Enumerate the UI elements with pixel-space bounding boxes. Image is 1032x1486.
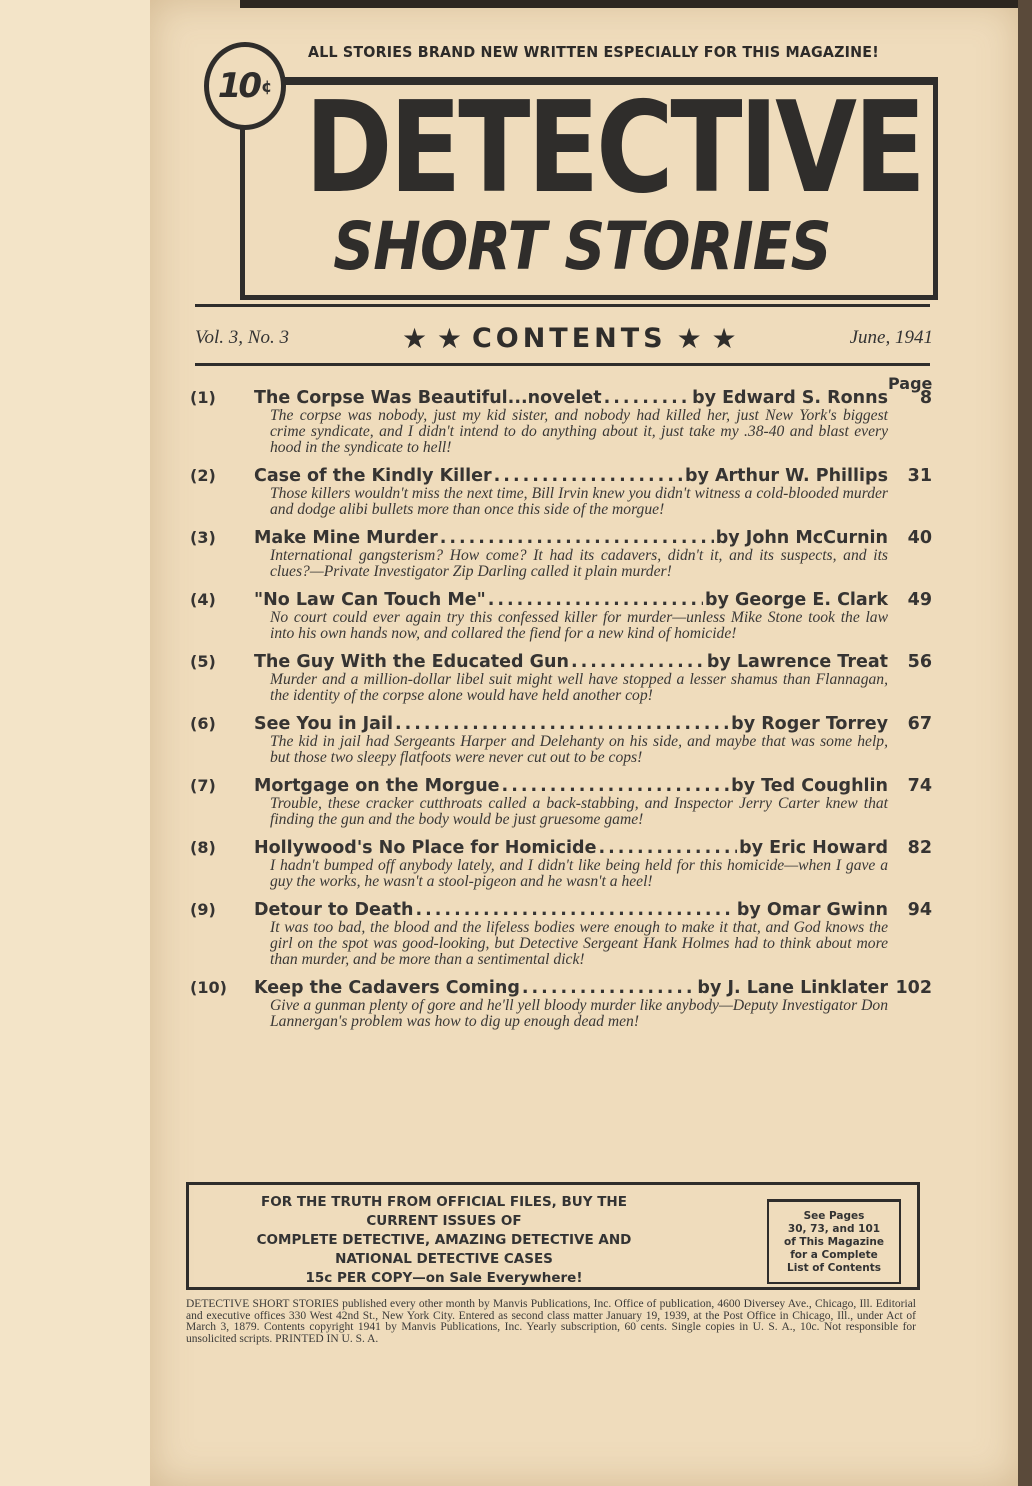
story-author: by Arthur W. Phillips [684, 466, 888, 486]
list-item [190, 776, 932, 828]
story-title: Hollywood's No Place for Homicide [254, 838, 597, 858]
ad-line: COMPLETE DETECTIVE, AMAZING DETECTIVE AND [256, 1232, 632, 1248]
story-title: Case of the Kindly Killer [254, 466, 492, 486]
story-author: by J. Lane Linklater [697, 978, 888, 998]
dot-leader [488, 590, 703, 610]
torn-top-edge [240, 0, 1020, 8]
story-author: by John McCurnin [715, 528, 888, 548]
story-blurb: No court could ever again try this confessed killer for murder—unless Mike Stone took the law into his own hands now, and collared the fiend for a new kind of homicide! [270, 609, 888, 642]
story-author: by George E. Clark [704, 590, 888, 610]
see-pages-note [767, 1199, 901, 1284]
note-line: List of Contents [787, 1261, 881, 1274]
ad-line: FOR THE TRUTH FROM OFFICIAL FILES, BUY THE [261, 1194, 627, 1210]
list-item [190, 900, 932, 968]
story-blurb: I hadn't bumped off anybody lately, and I didn't like being held for this homicide—when I gave a guy the works, he wasn't a stool-pigeon and he wasn't a heel! [270, 857, 888, 890]
entry-number: (6) [190, 714, 216, 733]
story-title: Mortgage on the Morgue [254, 776, 500, 796]
story-blurb: Trouble, these cracker cutthroats called a back-stabbing, and Inspector Jerry Carter knew that finding the gun and the body would be just gruesome game! [270, 795, 888, 828]
story-blurb: The corpse was nobody, just my kid sister, and nobody had killed her, just New York's biggest crime syndicate, and I didn't intend to do anything about it, just take my .38-40 and blast every hood in the syndicate to hell! [270, 407, 888, 456]
note-line: for a Complete [790, 1248, 878, 1261]
list-item [190, 590, 932, 642]
dot-leader [440, 528, 714, 548]
contents-list [190, 388, 932, 1030]
price-value: 10 [217, 66, 260, 106]
entry-number: (5) [190, 652, 216, 671]
story-author: by Lawrence Treat [706, 652, 888, 672]
magazine-subtitle: SHORT STORIES [333, 208, 831, 285]
story-blurb: Give a gunman plenty of gore and he'll yell bloody murder like anybody—Deputy Investigator Don Lannergan's problem was how to dig up enough dead men! [270, 997, 888, 1030]
entry-number: (9) [190, 900, 216, 919]
story-title: The Corpse Was Beautiful...novelet [254, 388, 602, 408]
divider-top [195, 304, 930, 307]
entry-number: (1) [190, 388, 216, 407]
dot-leader [522, 978, 696, 998]
star-icon: ★ ★ [676, 321, 737, 355]
story-author: by Eric Howard [739, 838, 888, 858]
publisher-imprint: DETECTIVE SHORT STORIES published every other month by Manvis Publications, Inc. Office of publication, 4600 Diversey Ave., Chicago, Ill. Editorial and executive offices 330 West 42nd St., New York City. Entered as second class matter January 19, 1939, at the Post Office in Chicago, Ill., under Act of March 3, 1879. Contents copyright 1941 by Manvis Publications, Inc. Yearly subscription, 60 cents. Single copies in U. S. A., 10c. Not responsible for unsolicited scripts. PRINTED IN U. S. A. [186, 1298, 916, 1345]
magazine-title: DETECTIVE [304, 74, 923, 221]
advertisement-box [186, 1182, 920, 1290]
ad-line: 15c PER COPY—on Sale Everywhere! [305, 1270, 583, 1286]
story-title: Make Mine Murder [254, 528, 438, 548]
list-item [190, 528, 932, 580]
dot-leader [604, 388, 690, 408]
dot-leader [395, 714, 729, 734]
binding-edge [1018, 0, 1032, 1486]
list-item [190, 714, 932, 766]
cent-icon: ¢ [261, 76, 273, 96]
page-margin-left [0, 0, 150, 1486]
entry-number: (4) [190, 590, 216, 609]
page-number: 31 [907, 466, 932, 486]
divider-bottom [195, 363, 930, 366]
dot-leader [598, 838, 737, 858]
contents-bar [195, 318, 933, 358]
story-author: by Omar Gwinn [736, 900, 888, 920]
page-number: 8 [919, 388, 932, 408]
story-blurb: It was too bad, the blood and the lifeless bodies were enough to make it that, and God knows the girl on the spot was good-looking, but Detective Sergeant Hank Holmes had to think about more than murder, and be more than a sentimental dick! [270, 919, 888, 968]
page-number: 49 [907, 590, 932, 610]
tagline: ALL STORIES BRAND NEW WRITTEN ESPECIALLY FOR THIS MAGAZINE! [308, 43, 879, 61]
ad-line: CURRENT ISSUES OF [366, 1213, 522, 1229]
story-author: by Edward S. Ronns [692, 388, 888, 408]
page-number: 82 [907, 838, 932, 858]
page-number: 40 [907, 528, 932, 548]
story-title: "No Law Can Touch Me" [254, 590, 486, 610]
page-number: 56 [907, 652, 932, 672]
entry-number: (8) [190, 838, 216, 857]
list-item [190, 978, 932, 1030]
entry-number: (3) [190, 528, 216, 547]
page-number: 74 [907, 776, 932, 796]
dot-leader [415, 900, 734, 920]
page-column-label: Page [888, 374, 933, 393]
page-number: 102 [895, 978, 932, 998]
list-item [190, 838, 932, 890]
entry-number: (7) [190, 776, 216, 795]
issue-date: June, 1941 [849, 327, 933, 348]
story-blurb: Murder and a million-dollar libel suit might well have stopped a lesser shamus than Flannagan, the identity of the corpse alone would have held another cop! [270, 671, 888, 704]
advertisement-text [209, 1193, 679, 1288]
note-line: 30, 73, and 101 [787, 1222, 881, 1235]
story-author: by Ted Coughlin [731, 776, 888, 796]
contents-label: CONTENTS [471, 322, 667, 354]
story-author: by Roger Torrey [731, 714, 888, 734]
dot-leader [571, 652, 705, 672]
story-blurb: International gangsterism? How come? It had its cadavers, didn't it, and its suspects, and its clues?—Private Investigator Zip Darling called it plain murder! [270, 547, 888, 580]
page-number: 67 [907, 714, 932, 734]
dot-leader [502, 776, 730, 796]
story-title: See You in Jail [254, 714, 393, 734]
story-title: Detour to Death [254, 900, 414, 920]
dot-leader [494, 466, 683, 486]
volume-number: Vol. 3, No. 3 [195, 327, 289, 348]
contents-heading [402, 322, 737, 355]
star-icon: ★ ★ [401, 321, 462, 355]
price-badge [204, 42, 286, 130]
story-blurb: Those killers wouldn't miss the next time, Bill Irvin knew you didn't witness a cold-blooded murder and dodge alibi bullets more than once this side of the morgue! [270, 485, 888, 518]
story-blurb: The kid in jail had Sergeants Harper and Delehanty on his side, and maybe that was some help, but those two sleepy flatfoots were never cut out to be cops! [270, 733, 888, 766]
entry-number: (2) [190, 466, 216, 485]
story-title: The Guy With the Educated Gun [254, 652, 569, 672]
note-line: of This Magazine [783, 1235, 885, 1248]
list-item [190, 388, 932, 456]
list-item [190, 466, 932, 518]
list-item [190, 652, 932, 704]
ad-line: NATIONAL DETECTIVE CASES [335, 1251, 553, 1267]
entry-number: (10) [190, 978, 227, 997]
story-title: Keep the Cadavers Coming [254, 978, 520, 998]
page-number: 94 [907, 900, 932, 920]
note-line: See Pages [803, 1209, 865, 1222]
